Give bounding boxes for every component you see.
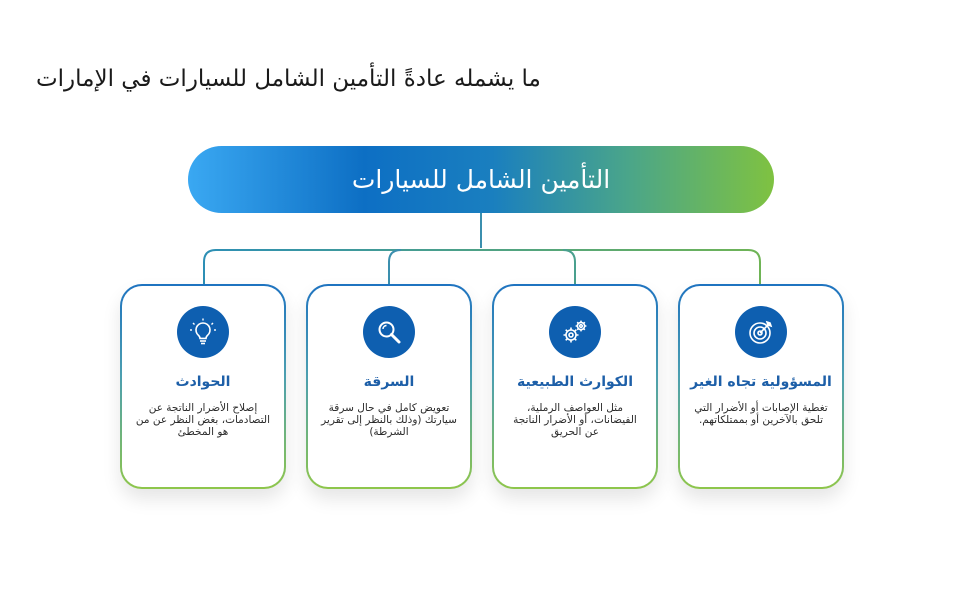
header-pill-label: التأمين الشامل للسيارات [351, 165, 611, 194]
lightbulb-icon [177, 306, 229, 358]
target-icon [735, 306, 787, 358]
page-title [36, 66, 596, 92]
connector-drop-3 [563, 250, 575, 286]
card-description: إصلاح الأضرار الناتجة عن التصادمات، بغض النظر عن من هو المخطئ [135, 402, 271, 438]
magnifier-icon [363, 306, 415, 358]
page-title-text: ما يشمله عادةً التأمين الشامل للسيارات في الإمارات [36, 66, 541, 92]
connector-bar [204, 250, 760, 286]
card-third-party-liability [678, 284, 844, 489]
card-title: السرقة [363, 374, 415, 390]
card-natural-disasters [492, 284, 658, 489]
card-title: المسؤولية تجاه الغير [690, 374, 832, 390]
card-description: تغطية الإصابات أو الأضرار التي تلحق بالآخرين أو بممتلكاتهم. [694, 402, 828, 426]
card-description: تعويض كامل في حال سرقة سيارتك (وذلك بالنظر إلى تقرير الشرطة) [321, 402, 457, 438]
header-pill [188, 146, 774, 213]
card-title: الكوارث الطبيعية [516, 374, 633, 390]
card-theft [306, 284, 472, 489]
connector-drop-2 [389, 250, 401, 286]
gears-icon [549, 306, 601, 358]
card-accidents [120, 284, 286, 489]
card-title: الحوادث [175, 374, 231, 390]
card-description: مثل العواصف الرملية، الفيضانات، أو الأضرار الناتجة عن الحريق [513, 402, 637, 438]
